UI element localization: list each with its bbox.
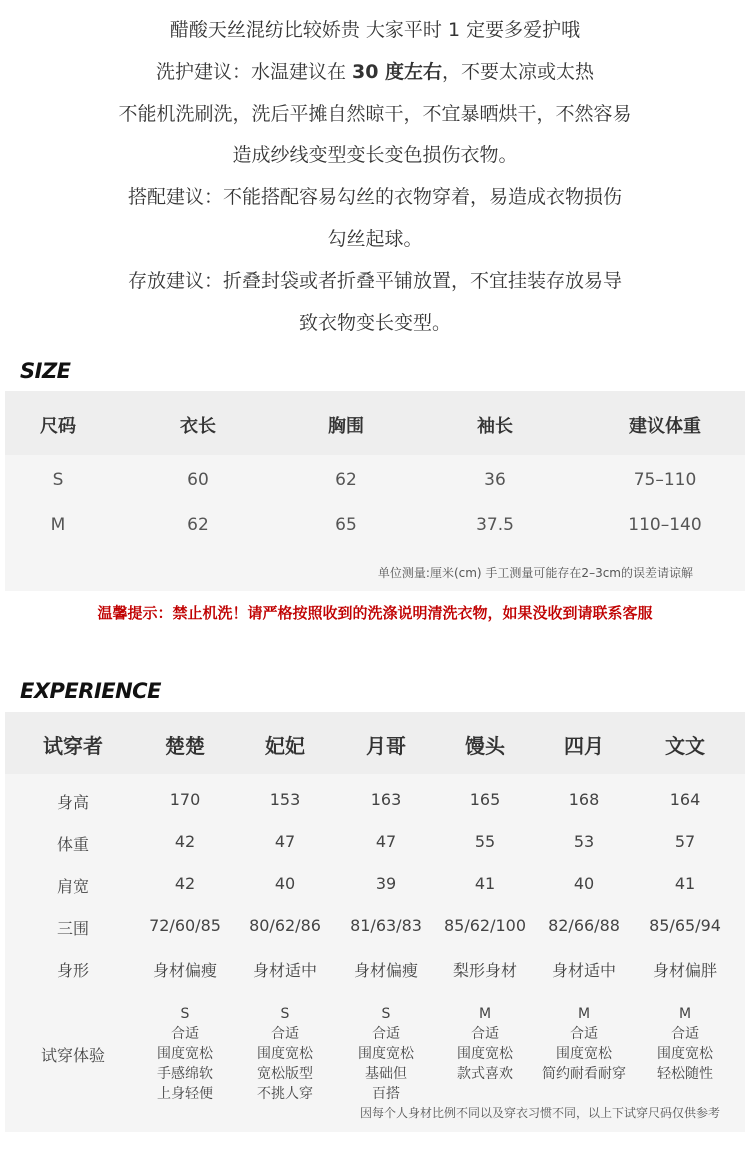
- experience-header-cell: 楚楚: [165, 734, 205, 758]
- care-line: 勾丝起球。: [327, 227, 423, 250]
- care-temperature: 30 度左右: [351, 60, 443, 83]
- experience-table: [5, 712, 745, 1132]
- experience-cell: 85/65/94: [649, 916, 721, 935]
- experience-cell: 身材偏胖: [652, 961, 718, 980]
- experience-cell: 身材偏瘦: [152, 961, 218, 980]
- experience-cell: 梨形身材: [452, 961, 518, 980]
- trial-line: 围度宽松: [457, 1046, 513, 1062]
- experience-cell: 85/62/100: [443, 916, 527, 935]
- experience-cell: 163: [370, 790, 402, 809]
- trial-line: 围度宽松: [657, 1046, 713, 1062]
- size-cell: 36: [484, 470, 506, 490]
- experience-cell: 42: [174, 874, 196, 893]
- care-line: [0, 52, 750, 94]
- size-cell: 65: [335, 515, 357, 535]
- experience-header-cell: 月哥: [366, 734, 406, 758]
- experience-cell: 身材适中: [551, 961, 617, 980]
- size-section-title: SIZE: [20, 359, 71, 383]
- experience-header-cell: 试穿者: [43, 734, 103, 758]
- size-cell: 60: [187, 470, 209, 490]
- experience-cell: 41: [674, 874, 696, 893]
- size-cell: S: [52, 470, 64, 490]
- size-cell: M: [50, 515, 66, 535]
- care-line: 存放建议：折叠封袋或者折叠平铺放置，不宜挂装存放易导: [127, 269, 622, 292]
- experience-cell: 47: [375, 832, 397, 851]
- trial-line: 合适: [570, 1026, 598, 1042]
- trial-line: S: [280, 1006, 290, 1022]
- experience-trial-cell: [257, 1004, 313, 1104]
- size-cell: 75–110: [633, 470, 697, 490]
- size-header-cell: 衣长: [180, 416, 216, 437]
- experience-cell: 57: [674, 832, 696, 851]
- trial-line: 百搭: [372, 1086, 400, 1102]
- trial-line: 不挑人穿: [257, 1086, 313, 1102]
- size-header-cell: 建议体重: [629, 416, 701, 437]
- experience-row-label: 体重: [56, 835, 90, 854]
- size-header-cell: 胸围: [328, 416, 364, 437]
- experience-trial-cell: [157, 1004, 213, 1104]
- trial-line: 款式喜欢: [457, 1066, 513, 1082]
- washing-warning: 温馨提示：禁止机洗！请严格按照收到的洗涤说明清洗衣物，如果没收到请联系客服: [97, 604, 653, 622]
- experience-cell: 165: [469, 790, 501, 809]
- care-text: 洗护建议：水温建议在: [155, 60, 352, 83]
- size-table-header: [5, 391, 745, 455]
- trial-line: M: [577, 1006, 591, 1022]
- experience-cell: 53: [573, 832, 595, 851]
- experience-cell: 身材偏瘦: [353, 961, 419, 980]
- experience-header-cell: 馒头: [465, 734, 505, 758]
- trial-line: S: [180, 1006, 190, 1022]
- trial-line: 围度宽松: [556, 1046, 612, 1062]
- experience-header-cell: 妃妃: [265, 734, 305, 758]
- experience-cell: 40: [573, 874, 595, 893]
- trial-line: 简约耐看耐穿: [542, 1066, 626, 1082]
- size-cell: 37.5: [476, 515, 514, 535]
- experience-trial-cell: [657, 1004, 713, 1084]
- experience-cell: 身材适中: [252, 961, 318, 980]
- experience-cell: 72/60/85: [149, 916, 221, 935]
- experience-table-header: [5, 712, 745, 774]
- experience-cell: 170: [169, 790, 201, 809]
- trial-line: 合适: [671, 1026, 699, 1042]
- care-line: 不能机洗刷洗，洗后平摊自然晾干，不宜暴晒烘干，不然容易: [118, 102, 632, 125]
- size-cell: 110–140: [628, 515, 702, 535]
- experience-trial-cell: [358, 1004, 414, 1104]
- care-instructions: [0, 10, 750, 344]
- experience-row-label: 试穿体验: [40, 1046, 106, 1065]
- experience-cell: 55: [474, 832, 496, 851]
- trial-line: 宽松版型: [257, 1066, 313, 1082]
- experience-row-label: 肩宽: [56, 877, 90, 896]
- size-table: [5, 391, 745, 591]
- size-measurement-note: 单位测量:厘米(cm) 手工测量可能存在2–3cm的误差请谅解: [377, 566, 693, 580]
- trial-line: 合适: [171, 1026, 199, 1042]
- experience-cell: 168: [568, 790, 600, 809]
- experience-section-title: EXPERIENCE: [20, 679, 161, 703]
- trial-line: 合适: [271, 1026, 299, 1042]
- trial-line: S: [381, 1006, 391, 1022]
- experience-row-label: 身形: [56, 961, 90, 980]
- experience-cell: 42: [174, 832, 196, 851]
- experience-cell: 41: [474, 874, 496, 893]
- trial-line: 合适: [471, 1026, 499, 1042]
- trial-line: 轻松随性: [657, 1066, 713, 1082]
- trial-line: M: [678, 1006, 692, 1022]
- experience-cell: 164: [669, 790, 701, 809]
- experience-header-cell: 文文: [665, 734, 705, 758]
- experience-cell: 39: [375, 874, 397, 893]
- experience-trial-cell: [457, 1004, 513, 1084]
- trial-line: 手感绵软: [157, 1066, 213, 1082]
- care-line: 造成纱线变型变长变色损伤衣物。: [232, 144, 518, 167]
- care-line: 致衣物变长变型。: [298, 311, 451, 334]
- experience-cell: 82/66/88: [548, 916, 620, 935]
- experience-row-label: 三围: [56, 919, 90, 938]
- experience-trial-cell: [542, 1004, 626, 1084]
- care-line: 搭配建议：不能搭配容易勾丝的衣物穿着，易造成衣物损伤: [127, 186, 622, 209]
- experience-cell: 40: [274, 874, 296, 893]
- experience-cell: 81/63/83: [350, 916, 422, 935]
- size-cell: 62: [187, 515, 209, 535]
- trial-line: M: [478, 1006, 492, 1022]
- care-text: ，不要太凉或太热: [442, 60, 595, 83]
- size-header-cell: 袖长: [477, 416, 513, 437]
- size-cell: 62: [335, 470, 357, 490]
- experience-cell: 47: [274, 832, 296, 851]
- trial-line: 合适: [372, 1026, 400, 1042]
- size-header-cell: 尺码: [40, 416, 76, 437]
- trial-line: 上身轻便: [157, 1086, 213, 1102]
- care-line: 醋酸天丝混纺比较娇贵 大家平时 1 定要多爱护哦: [169, 19, 581, 41]
- experience-header-cell: 四月: [564, 734, 604, 758]
- experience-note: 因每个人身材比例不同以及穿衣习惯不同，以上下试穿尺码仅供参考: [359, 1106, 720, 1120]
- trial-line: 围度宽松: [257, 1046, 313, 1062]
- trial-line: 围度宽松: [157, 1046, 213, 1062]
- experience-cell: 80/62/86: [249, 916, 321, 935]
- experience-row-label: 身高: [56, 793, 90, 812]
- trial-line: 围度宽松: [358, 1046, 414, 1062]
- trial-line: 基础但: [365, 1066, 407, 1082]
- experience-cell: 153: [269, 790, 301, 809]
